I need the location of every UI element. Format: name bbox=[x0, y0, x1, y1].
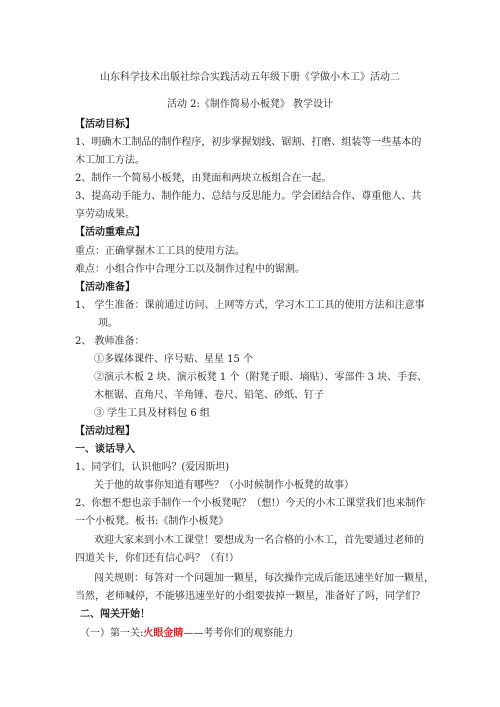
level-1-name: 火眼金睛 bbox=[143, 628, 184, 639]
process-level-1 bbox=[80, 627, 293, 641]
process-q2-line-a: 2、你想不想也亲手制作一个小板凳呢？（想!）今天的小木工课堂我们也来制作 bbox=[75, 498, 426, 509]
document-header: 山东科学技术出版社综合实践活动五年级下册《学做小木工》活动二 bbox=[100, 72, 400, 83]
prep-item-2-line-b: 木框锯、直角尺、羊角锤、卷尺、铅笔、砂纸、钉子 bbox=[94, 390, 324, 401]
prep-teacher: 2、 教师准备： bbox=[75, 336, 145, 347]
goal-1-line-b: 木工加工方法。 bbox=[75, 155, 145, 166]
heading-goals: 【活动目标】 bbox=[75, 119, 135, 130]
process-welcome-line-b: 四道关卡，你们还有信心吗？（有!） bbox=[75, 553, 240, 564]
heading-prep: 【活动准备】 bbox=[75, 282, 135, 293]
heading-keypoints: 【活动重难点】 bbox=[75, 227, 145, 238]
process-rules-line-b: 当然，老师喊停，不能够迅速坐好的小组要拔掉一颗星，准备好了吗，同学们？ bbox=[75, 591, 425, 602]
prep-item-1: ①多媒体课件、序号贴、星星 15 个 bbox=[94, 354, 254, 365]
goal-1-line-a: 1、明确木工制品的制作程序，初步掌握划线、锯割、打磨、组装等一些基本的 bbox=[75, 137, 422, 148]
prep-item-2-line-a: ②演示木板 2 块、演示板凳 1 个（附凳子眼、墒贴）、零部件 3 块、手套、 bbox=[94, 372, 428, 383]
prep-student-line-b: 项。 bbox=[98, 318, 118, 329]
level-1-suffix: ——考考你们的观察能力 bbox=[183, 628, 294, 639]
goal-3-line-a: 3、提高动手能力、制作能力、总结与反思能力。学会团结合作、尊重他人、共 bbox=[75, 191, 422, 202]
difficulty-point: 难点：小组合作中合理分工以及制作过程中的锯割。 bbox=[75, 264, 305, 275]
level-1-prefix: （一）第一关: bbox=[80, 628, 144, 639]
goal-3-line-b: 享劳动成果。 bbox=[75, 209, 135, 220]
process-q1: 1、同学们，认识他吗？(爱因斯坦) bbox=[75, 462, 230, 473]
process-rules-line-a: 闯关规则：每答对一个问题加一颗星，每次操作完成后能迅速坐好加一颗星， bbox=[94, 573, 434, 584]
process-welcome-line-a: 欢迎大家来到小木工课堂！要想成为一名合格的小木工，首先要通过老师的 bbox=[94, 535, 424, 546]
prep-item-3: ③ 学生工具及材料包 6 组 bbox=[94, 408, 210, 419]
process-q1-followup: 关于他的故事你知道有哪些？（小时候制作小板凳的故事） bbox=[94, 480, 354, 491]
prep-student-line-a: 1、 学生准备：课前通过访问、上网等方式，学习木工工具的使用方法和注意事 bbox=[75, 300, 425, 311]
heading-process: 【活动过程】 bbox=[75, 426, 135, 437]
document-subtitle: 活动 2:《制作简易小板凳》 教学设计 bbox=[166, 99, 334, 110]
process-q2-line-b: 一个小板凳。板书:《制作小板凳》 bbox=[75, 516, 229, 527]
goal-2: 2、制作一个简易小板凳，由凳面和两块立板组合在一起。 bbox=[75, 173, 332, 184]
process-part-1: 一、谈话导入 bbox=[75, 444, 135, 455]
key-point: 重点：正确掌握木工工具的使用方法。 bbox=[75, 246, 245, 257]
process-part-2: 二、闯关开始！ bbox=[80, 609, 150, 620]
